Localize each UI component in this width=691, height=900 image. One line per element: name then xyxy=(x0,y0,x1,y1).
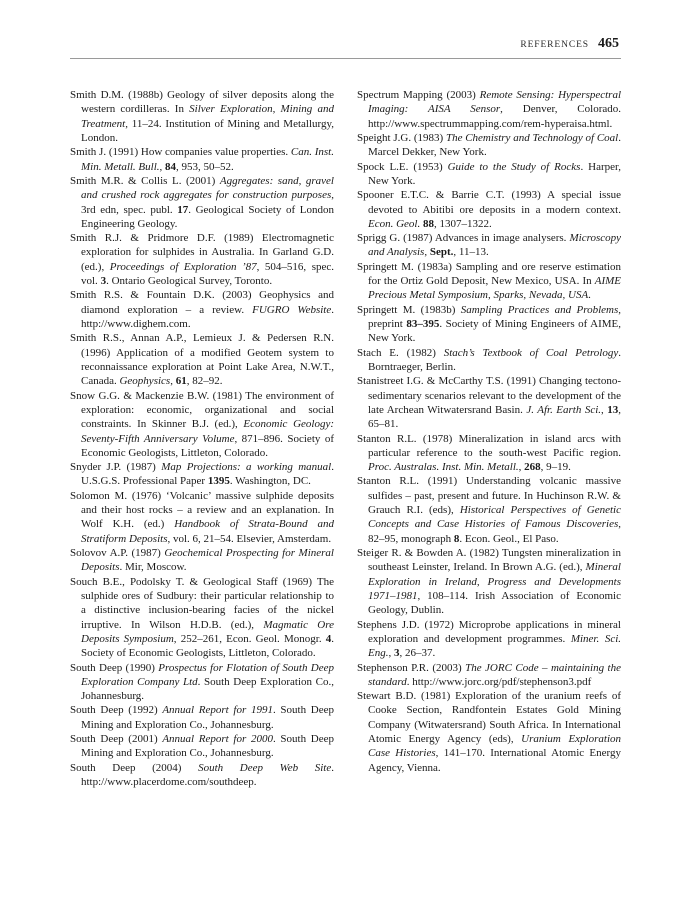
reference-text: , 953, 50–52. xyxy=(176,160,234,173)
reference-entry xyxy=(70,389,334,461)
reference-title-italic: J. Afr. Earth Sci. xyxy=(526,403,602,416)
reference-text: Spock L.E. (1953) xyxy=(357,160,448,173)
reference-entry xyxy=(70,331,334,388)
reference-volume-bold: 3 xyxy=(393,647,400,660)
reference-text: . South Deep Mining and Exploration Co., Johannesburg. xyxy=(81,733,334,760)
reference-volume-bold: 3 xyxy=(100,275,107,288)
reference-entry xyxy=(70,88,334,145)
reference-volume-bold: 268 xyxy=(524,461,541,474)
reference-text: , 504–516, spec. vol. xyxy=(81,260,334,288)
reference-entry xyxy=(357,618,621,661)
reference-text: . http://www.placerdome.com/southdeep. xyxy=(81,761,334,788)
reference-entry xyxy=(357,374,621,431)
reference-text: , xyxy=(424,246,430,259)
reference-text: . Borntraeger, Berlin. xyxy=(368,346,621,373)
reference-title-italic: Annual Report for 1991 xyxy=(162,704,273,717)
reference-entry xyxy=(70,761,334,790)
reference-title-italic: FUGRO Website xyxy=(252,303,332,316)
reference-text: Stephenson P.R. (2003) xyxy=(357,661,466,674)
reference-title-italic: The JORC Code – maintaining the standard xyxy=(368,661,621,688)
reference-text: , xyxy=(601,403,608,416)
reference-text: . South Deep Mining and Exploration Co., Johannesburg. xyxy=(81,704,334,731)
reference-text: Smith R.J. & Pridmore D.F. (1989) Electromagnetic exploration for sulphides in Australia. In Garland G.D. (ed.), xyxy=(70,232,334,273)
reference-text: , preprint xyxy=(368,303,621,330)
reference-title-italic: Guide to the Study of Rocks xyxy=(447,160,581,173)
reference-text: , vol. 6, 21–54. Elsevier, Amsterdam. xyxy=(167,532,332,545)
reference-title-italic: Economic Geology: Seventy-Fifth Anniversary Volume xyxy=(81,418,334,445)
reference-entry xyxy=(357,131,621,160)
reference-title-italic: South Deep Web Site xyxy=(198,761,332,774)
reference-title-italic: The Chemistry and Technology of Coal xyxy=(445,131,619,144)
reference-text: . Geological Society of London Engineering Geology. xyxy=(81,203,334,230)
reference-text: Stanistreet I.G. & McCarthy T.S. (1991) Changing tectono-sedimentary scenarios relevant to the development of the late Archean Witwatersrand Basin. xyxy=(357,375,621,416)
reference-title-italic: Aggregates: sand, gravel and crushed rock aggregates for construction purposes xyxy=(81,174,334,202)
reference-title-italic: Econ. Geol. xyxy=(368,217,421,230)
reference-entry xyxy=(357,546,621,618)
reference-title-italic: Sampling Practices and Problems xyxy=(460,303,619,316)
page-number: 465 xyxy=(598,36,619,51)
reference-text: , 11–13. xyxy=(453,246,489,259)
reference-text: Springett M. (1983b) xyxy=(357,303,461,316)
reference-title-italic: Silver Exploration, Mining and Treatment xyxy=(81,103,334,130)
reference-title-italic: Magmatic Ore Deposits Symposium xyxy=(81,618,334,645)
reference-text: . Econ. Geol., El Paso. xyxy=(459,532,559,545)
reference-text: , 3rd edn, spec. publ. xyxy=(81,189,334,216)
reference-text: . Mir, Moscow. xyxy=(119,561,187,574)
reference-text: Stanton R.L. (1991) Understanding volcanic massive sulfides – past, present and future. In Huchinson R.W. & Grauch R.I. (eds), xyxy=(357,475,621,517)
reference-title-italic: Geochemical Prospecting for Mineral Deposits xyxy=(81,547,334,574)
reference-entry xyxy=(70,174,334,231)
reference-text: . Society of Mining Engineers of AIME, New York. xyxy=(368,318,621,345)
reference-entry xyxy=(70,231,334,288)
reference-text: . U.S.G.S. Professional Paper xyxy=(81,461,334,488)
reference-title-italic: Can. Inst. Min. Metall. Bull. xyxy=(81,146,334,173)
reference-text: , Denver, Colorado. http://www.spectrummapping.com/rem-hyperaisa.html. xyxy=(368,103,621,130)
reference-entry xyxy=(70,546,334,575)
reference-entry xyxy=(70,661,334,704)
reference-text: . South Deep Exploration Co., Johannesburg. xyxy=(81,675,334,703)
reference-text: South Deep (1992) xyxy=(70,704,163,717)
reference-text: , 871–896. Society of Economic Geologists, Littleton, Colorado. xyxy=(81,432,334,459)
reference-text: Speight J.G. (1983) xyxy=(357,131,446,144)
reference-text: South Deep (1990) xyxy=(70,661,159,674)
reference-text: Snow G.G. & Mackenzie B.W. (1981) The environment of exploration: economic, organizational and social constraints. In Skinner B.J. (ed.), xyxy=(70,389,334,431)
reference-text: . Washington, DC. xyxy=(229,475,311,488)
reference-title-italic: Annual Report for 2000 xyxy=(162,733,273,746)
reference-title-italic: Map Projections: a working manual xyxy=(161,461,332,474)
reference-volume-bold: 84 xyxy=(165,160,177,173)
reference-title-italic: Prospectus for Flotation of South Deep Exploration Company Ltd xyxy=(81,661,334,688)
reference-text: Stanton R.L. (1978) Mineralization in island arcs with particular reference to the south-west Pacific region. xyxy=(357,432,621,459)
reference-text: , xyxy=(388,647,394,660)
reference-column-left xyxy=(70,88,334,789)
reference-entry xyxy=(357,303,621,346)
reference-title-italic: Miner. Sci. Eng. xyxy=(368,632,622,660)
reference-volume-bold: 88 xyxy=(422,217,434,230)
reference-volume-bold: 61 xyxy=(175,375,187,388)
reference-entry xyxy=(70,703,334,732)
reference-text: Spooner E.T.C. & Barrie C.T. (1993) A special issue devoted to Abitibi ore deposits in a modern context. xyxy=(357,189,621,216)
reference-text: . Ontario Geological Survey, Toronto. xyxy=(106,275,273,288)
reference-text: . Society of Economic Geologists, Littleton, Colorado. xyxy=(81,632,335,660)
reference-text: Springett M. (1983a) Sampling and ore reserve estimation for the Ortiz Gold Deposit, New Mexico, USA. In xyxy=(357,260,621,288)
reference-text: . Harper, New York. xyxy=(368,160,621,187)
reference-entry xyxy=(70,460,334,489)
reference-entry xyxy=(70,145,334,174)
running-head-title: REFERENCES xyxy=(520,40,589,50)
reference-text: , xyxy=(159,160,166,173)
reference-entry xyxy=(357,661,621,690)
reference-text: . xyxy=(588,289,591,302)
reference-text: Smith D.M. (1988b) Geology of silver deposits along the western cordilleras. In xyxy=(70,89,334,116)
reference-entry xyxy=(357,260,621,303)
reference-entry xyxy=(357,231,621,260)
reference-text: . http://www.jorc.org/pdf/stephenson3.pdf xyxy=(406,675,592,688)
reference-text: Solovov A.P. (1987) xyxy=(70,547,165,559)
reference-text: Steiger R. & Bowden A. (1982) Tungsten mineralization in southeast Leinster, Ireland. In Brown A.G. (ed.), xyxy=(357,547,621,574)
reference-entry xyxy=(357,432,621,475)
reference-title-italic: Uranium Exploration Case Histories xyxy=(368,733,621,760)
reference-text: , 82–92. xyxy=(186,375,223,388)
reference-entry xyxy=(357,689,621,775)
reference-title-italic: AIME Precious Metal Symposium, Sparks, Nevada, USA xyxy=(368,275,621,302)
reference-text: , 65–81. xyxy=(368,403,622,431)
reference-text: Snyder J.P. (1987) xyxy=(70,461,162,474)
reference-entry xyxy=(70,575,334,661)
reference-text: . http://www.dighem.com. xyxy=(81,303,334,330)
reference-title-italic: Proceedings of Exploration ’87 xyxy=(109,260,257,273)
reference-text: . Marcel Dekker, New York. xyxy=(368,131,621,159)
reference-entry xyxy=(357,160,621,189)
reference-text: , 108–114. Irish Association of Economic Geology, Dublin. xyxy=(368,589,621,617)
reference-entry xyxy=(357,88,621,131)
reference-volume-bold: 8 xyxy=(453,532,460,545)
reference-title-italic: Geophysics xyxy=(119,375,171,388)
reference-text: South Deep (2001) xyxy=(70,733,163,746)
reference-text: Stephens J.D. (1972) Microprobe applications in mineral exploration and development programmes. xyxy=(357,618,621,645)
header-rule xyxy=(70,58,621,59)
reference-title-italic: Handbook of Strata-Bound and Stratiform Deposits xyxy=(81,518,334,545)
reference-entry xyxy=(70,288,334,331)
reference-text: , 26–37. xyxy=(399,647,436,660)
reference-text: Smith M.R. & Collis L. (2001) xyxy=(70,174,220,187)
reference-volume-bold: 83–395 xyxy=(406,318,440,330)
reference-volume-bold: 13 xyxy=(607,403,619,416)
reference-title-italic: Stach’s Textbook of Coal Petrology xyxy=(443,346,619,359)
reference-text: Sprigg G. (1987) Advances in image analysers. xyxy=(357,232,570,245)
reference-text: South Deep (2004) xyxy=(70,761,199,774)
reference-title-italic: Remote Sensing: Hyperspectral Imaging: AISA Sensor xyxy=(368,89,622,116)
reference-text: Smith R.S., Annan A.P., Lemieux J. & Pedersen R.N. (1996) Application of a modified Geotem system to reconnaissance exploration at Point Lake Area, N.W.T., Canada. xyxy=(70,332,334,388)
reference-title-italic: Proc. Australas. Inst. Min. Metall. xyxy=(368,461,519,474)
reference-text: Spectrum Mapping (2003) xyxy=(357,89,480,101)
reference-text: Souch B.E., Podolsky T. & Geological Staff (1969) The sulphide ores of Sudbury: their particular relationship to a distinctive inclusion-bearing facies of the nickel irruptive. In Wilson H.D.B. (ed.), xyxy=(70,575,334,631)
reference-volume-bold: 17 xyxy=(177,203,189,216)
reference-text: , 1307–1322. xyxy=(433,217,492,230)
reference-text: Smith R.S. & Fountain D.K. (2003) Geophysics and diamond exploration – a review. xyxy=(70,289,334,316)
reference-column-right xyxy=(357,88,621,775)
reference-text: , 11–24. Institution of Mining and Metallurgy, London. xyxy=(81,117,334,144)
reference-text: , 82–95, monograph xyxy=(368,518,621,545)
reference-text: Solomon M. (1976) ‘Volcanic’ massive sulphide deposits and their host rocks – a review and an explanation. In Wolf K.H. (ed.) xyxy=(70,489,334,531)
reference-entry xyxy=(357,346,621,375)
reference-text: , 9–19. xyxy=(540,461,571,474)
reference-text: Smith J. (1991) How companies value properties. xyxy=(70,146,291,159)
reference-volume-bold: 1395 xyxy=(207,475,230,488)
reference-volume-bold: Sept. xyxy=(429,246,454,259)
reference-text: , 141–170. International Atomic Energy Agency, Vienna. xyxy=(368,747,621,774)
reference-text: , xyxy=(518,461,525,474)
reference-title-italic: Mineral Exploration in Ireland, Progress and Developments 1971–1981 xyxy=(368,561,621,602)
reference-text: Stach E. (1982) xyxy=(357,346,444,359)
reference-text: , xyxy=(170,375,176,388)
reference-title-italic: Microscopy and Analysis xyxy=(368,232,621,259)
reference-entry xyxy=(357,188,621,231)
running-head xyxy=(520,36,619,58)
reference-text: , 252–261, Econ. Geol. Monogr. xyxy=(173,632,326,645)
reference-volume-bold: 4 xyxy=(325,632,332,645)
reference-title-italic: Historical Perspectives of Genetic Concepts and Case Histories of Famous Discoveries xyxy=(368,504,621,531)
reference-entry xyxy=(70,732,334,761)
reference-entry xyxy=(70,489,334,546)
reference-entry xyxy=(357,474,621,546)
reference-text: Stewart B.D. (1981) Exploration of the uranium reefs of Cooke Section, Randfontein Estates Gold Mining Company (Witwatersrand) South Africa. In International Atomic Energy Agency (eds), xyxy=(357,690,621,746)
